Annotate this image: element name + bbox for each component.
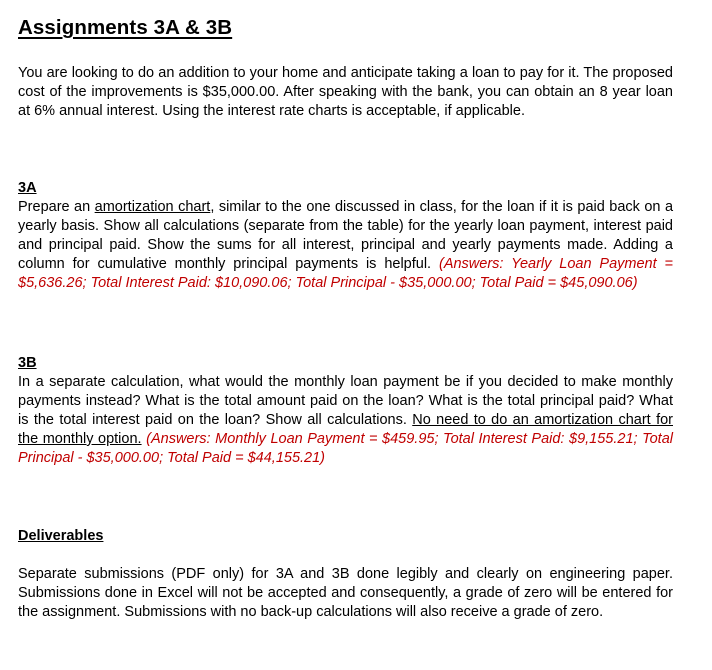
- amortization-chart-term: amortization chart: [94, 199, 211, 215]
- section-3a-text-2: , similar to the one discussed in class, for the loan if it is paid back on a yearly basis. Show all calculations (separate from the table) for the yearly loan payment, interest paid and principal paid. Show the sums for all interest, principal and yearly payments made. Adding a column for cumulative monthly principal payments is helpful.: [18, 199, 674, 272]
- section-3b-text: In a separate calculation, what would the monthly loan payment be if you decided to make monthly payments instead? What is the total amount paid on the loan? What is the total principal paid? What is the total interest paid on the loan? Show all calculations.: [18, 374, 673, 428]
- page-title: Assignments 3A & 3B: [18, 16, 233, 39]
- section-3a-answers: (Answers: Yearly Loan Payment = $5,636.26; Total Interest Paid: $10,090.06; Total Principal - $35,000.00; Total Paid = $45,090.06): [18, 256, 673, 291]
- section-3b-underlined-note: No need to do an amortization chart for the monthly option.: [18, 412, 673, 447]
- section-3a-heading: 3A: [18, 180, 37, 196]
- section-3b-paragraph: [18, 373, 673, 468]
- section-3a-paragraph: [18, 198, 673, 293]
- deliverables-paragraph: Separate submissions (PDF only) for 3A and 3B done legibly and clearly on engineering paper. Submissions done in Excel will not be accepted and consequently, a grade of zero will be entered for the assignment. Submissions with no back-up calculations will also receive a grade of zero.: [18, 566, 673, 620]
- deliverables-heading: Deliverables: [18, 528, 104, 544]
- intro-paragraph: You are looking to do an addition to your home and anticipate taking a loan to pay for it. The proposed cost of the improvements is $35,000.00. After speaking with the bank, you can obtain an 8 year loan at 6% annual interest. Using the interest rate charts is acceptable, if applicable.: [18, 65, 673, 119]
- section-3b-heading: 3B: [18, 355, 37, 371]
- section-3b-answers: (Answers: Monthly Loan Payment = $459.95; Total Interest Paid: $9,155.21; Total Principal - $35,000.00; Total Paid = $44,155.21): [18, 431, 673, 466]
- section-3a-text-1: Prepare an: [18, 199, 95, 215]
